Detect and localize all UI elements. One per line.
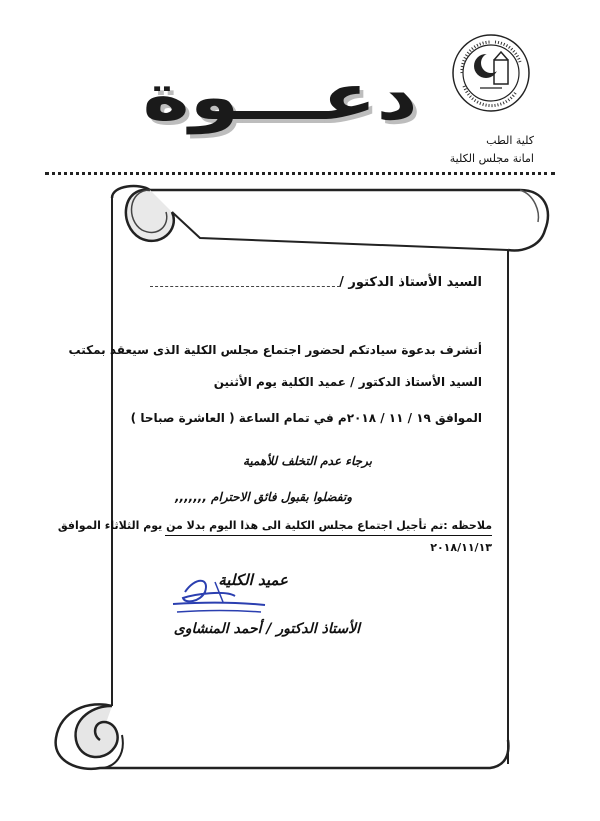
body-line-2: السيد الأستاذ الدكتور / عميد الكلية يوم الأثنين — [213, 375, 482, 389]
attendance-request: برجاء عدم التخلف للأهمية — [243, 454, 372, 468]
body-line-1: أتشرف بدعوة سيادتكم لحضور اجتماع مجلس الكلية الذى سيعقد بمكتب — [68, 343, 482, 357]
header-divider — [45, 172, 555, 175]
addressee-line: السيد الأستاذ الدكتور / — [339, 275, 482, 290]
dean-title: عميد الكلية — [218, 571, 288, 589]
meeting-date-line: الموافق ١٩ / ١١ / ٢٠١٨م في تمام الساعة ( العاشرة صباحا ) — [130, 411, 482, 425]
handwritten-signature-icon — [165, 572, 275, 622]
org-name: كلية الطب — [486, 134, 534, 147]
addressee-blank — [150, 286, 340, 287]
faculty-logo-icon — [450, 32, 532, 114]
postponement-note: ملاحظه :تم تأجيل اجتماع مجلس الكلية الى هذا اليوم بدلا من يوم الثلاثاء الموافق — [57, 519, 492, 532]
closing-respect: وتفضلوا بقبول فائق الاحترام ,,,,,,, — [174, 490, 352, 504]
signer-name: الأستاذ الدكتور / أحمد المنشاوى — [173, 621, 360, 637]
org-department: امانة مجلس الكلية — [449, 152, 534, 165]
note-underline — [165, 535, 492, 536]
original-date: ٢٠١٨/١١/١٣ — [430, 541, 492, 554]
page-title: دعـــوة — [142, 61, 418, 135]
